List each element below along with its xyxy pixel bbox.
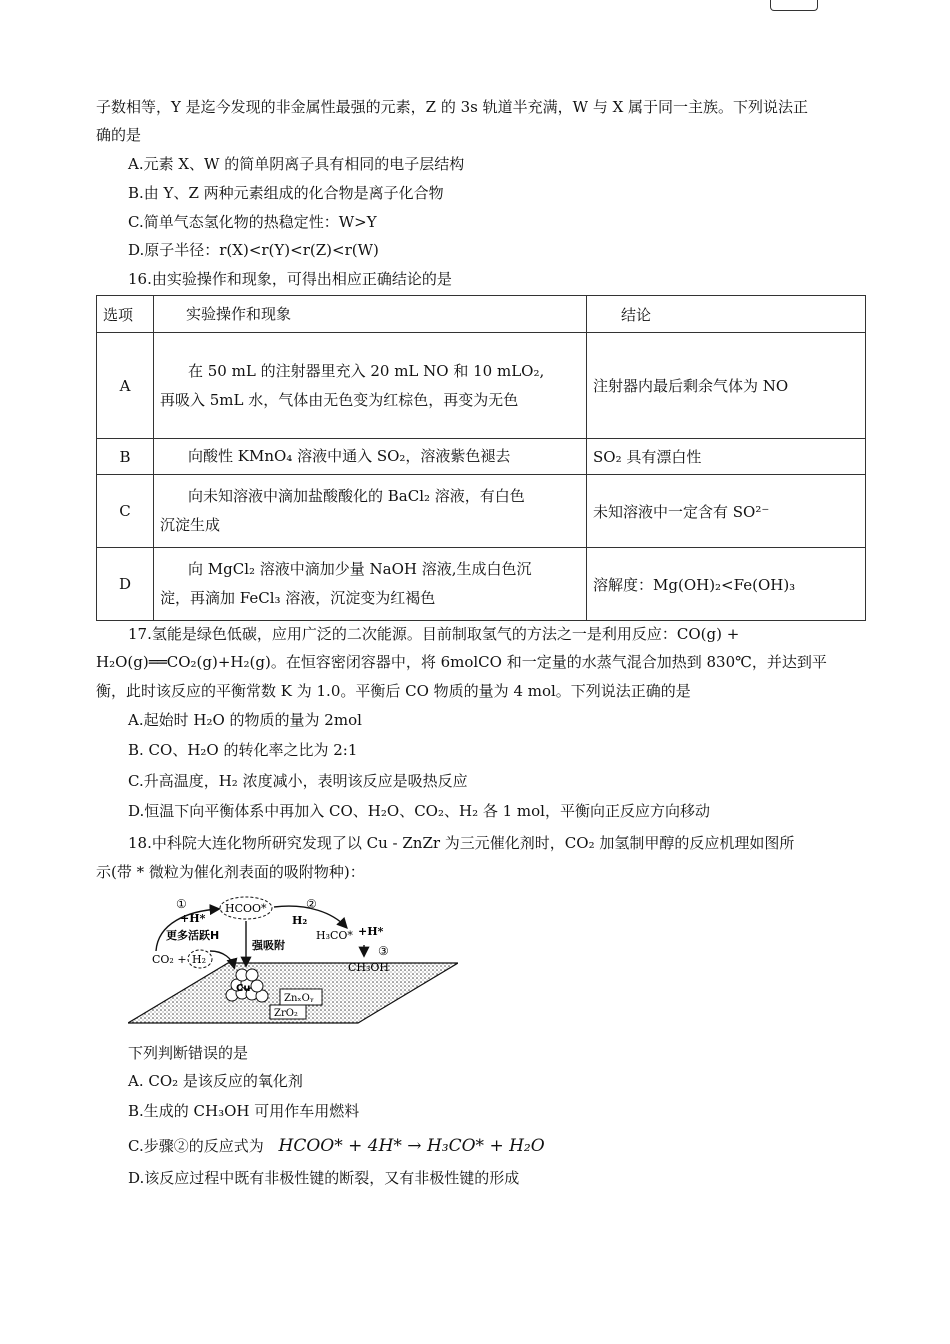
step2-h-label: H₂ [292,914,308,927]
table-header-operation: 实验操作和现象 [154,296,587,333]
row-option: A [97,333,154,439]
q18-option-c [128,1136,545,1156]
row-operation-line2: 淀，再滴加 FeCl₃ 溶液，沉淀变为红褐色 [160,589,436,607]
step2-label: ② [306,897,317,911]
co2-label: CO₂ + [152,953,187,966]
q16-table [96,295,866,621]
row-operation [154,333,587,439]
q17-option-d: D.恒温下向平衡体系中再加入 CO、H₂O、CO₂、H₂ 各 1 mol，平衡向正反应方向移动 [128,802,710,820]
q18-judge-prompt: 下列判断错误的是 [128,1044,249,1062]
q18-option-d: D.该反应过程中既有非极性键的断裂，又有非极性键的形成 [128,1169,520,1187]
row-option: B [97,439,154,475]
cu-label: Cu [236,983,251,994]
step3-label: ③ [378,944,389,958]
q15-option-a: A.元素 X、W 的简单阴离子具有相同的电子层结构 [128,155,465,173]
ch3oh-label: CH₃OH [348,961,390,974]
row-operation [154,475,587,548]
q15-stem-line2: 确的是 [96,126,142,144]
reaction-mechanism-diagram [128,893,458,1029]
q15-option-c: C.简单气态氢化物的热稳定性：W>Y [128,213,377,231]
zro2-label: ZrO₂ [274,1008,298,1019]
q18-stem-line1: 18.中科院大连化物所研究发现了以 Cu - ZnZr 为三元催化剂时，CO₂ 加氢制甲醇的反应机理如图所 [128,834,795,852]
row-conclusion: 注射器内最后剩余气体为 NO [587,333,866,439]
row-operation-line2: 再吸入 5mL 水，气体由无色变为红棕色，再变为无色 [160,390,519,409]
q18-option-a: A. CO₂ 是该反应的氧化剂 [128,1072,303,1090]
active-h-label: 更多活跃H [166,929,220,942]
row-operation-line1: 向未知溶液中滴加盐酸酸化的 BaCl₂ 溶液，有白色 [188,487,525,505]
q18-stem-line2: 示(带 * 微粒为催化剂表面的吸附物种)： [96,863,365,881]
row-operation [154,439,587,475]
q17-stem-line1: 17.氢能是绿色低碳，应用广泛的二次能源。目前制取氢气的方法之一是利用反应：CO(g) + [128,625,740,643]
row-option: C [97,475,154,548]
table-header-option: 选项 [97,296,154,333]
row-conclusion: 未知溶液中一定含有 SO²⁻ [587,475,866,548]
step1-label: ① [176,897,187,911]
q16-stem: 16.由实验操作和现象，可得出相应正确结论的是 [128,270,452,288]
step3-h-label: +H* [358,925,384,938]
q17-option-b: B. CO、H₂O 的转化率之比为 2:1 [128,741,358,759]
q15-stem-line1: 子数相等，Y 是迄今发现的非金属性最强的元素，Z 的 3s 轨道半充满，W 与 X 属于同一主族。下列说法正 [96,98,809,116]
row-operation-line2: 沉淀生成 [160,516,221,534]
q17-stem-line3: 衡，此时该反应的平衡常数 K 为 1.0。平衡后 CO 物质的量为 4 mol。下列说法正确的是 [96,682,691,700]
table-row [97,333,866,439]
row-operation [154,548,587,621]
q15-option-b: B.由 Y、Z 两种元素组成的化合物是离子化合物 [128,184,444,202]
row-conclusion: SO₂ 具有漂白性 [587,439,866,475]
znox-label: ZnₓOᵧ [284,993,314,1004]
q18-option-b: B.生成的 CH₃OH 可用作车用燃料 [128,1102,360,1120]
q17-stem-line2: H₂O(g)══CO₂(g)+H₂(g)。在恒容密闭容器中，将 6molCO 和一定量的水蒸气混合加热到 830℃，并达到平 [96,653,827,671]
page-corner-mark [770,0,818,11]
row-conclusion: 溶解度：Mg(OH)₂<Fe(OH)₃ [587,548,866,621]
row-operation-line1: 向 MgCl₂ 溶液中滴加少量 NaOH 溶液,生成白色沉 [188,560,532,578]
q18-option-c-prefix: C.步骤②的反应式为 [128,1137,264,1155]
table-row [97,475,866,548]
table-header-conclusion: 结论 [587,296,866,333]
hcoo-label: HCOO* [225,902,267,915]
step1-h-label: +H* [180,912,206,925]
q17-option-a: A.起始时 H₂O 的物质的量为 2mol [128,711,362,729]
row-option: D [97,548,154,621]
table-row [97,548,866,621]
strong-adsorption-label: 强吸附 [252,939,285,952]
h3co-label: H₃CO* [316,929,353,942]
q15-option-d: D.原子半径：r(X)<r(Y)<r(Z)<r(W) [128,241,379,259]
q17-option-c: C.升高温度，H₂ 浓度减小，表明该反应是吸热反应 [128,772,468,790]
row-operation-line1: 在 50 mL 的注射器里充入 20 mL NO 和 10 mLO₂, [188,361,545,380]
row-operation-line1: 向酸性 KMnO₄ 溶液中通入 SO₂，溶液紫色褪去 [188,447,511,465]
h2-label: H₂ [192,953,207,966]
table-row [97,439,866,475]
q18-option-c-formula: HCOO* + 4H* → H₃CO* + H₂O [278,1136,545,1156]
